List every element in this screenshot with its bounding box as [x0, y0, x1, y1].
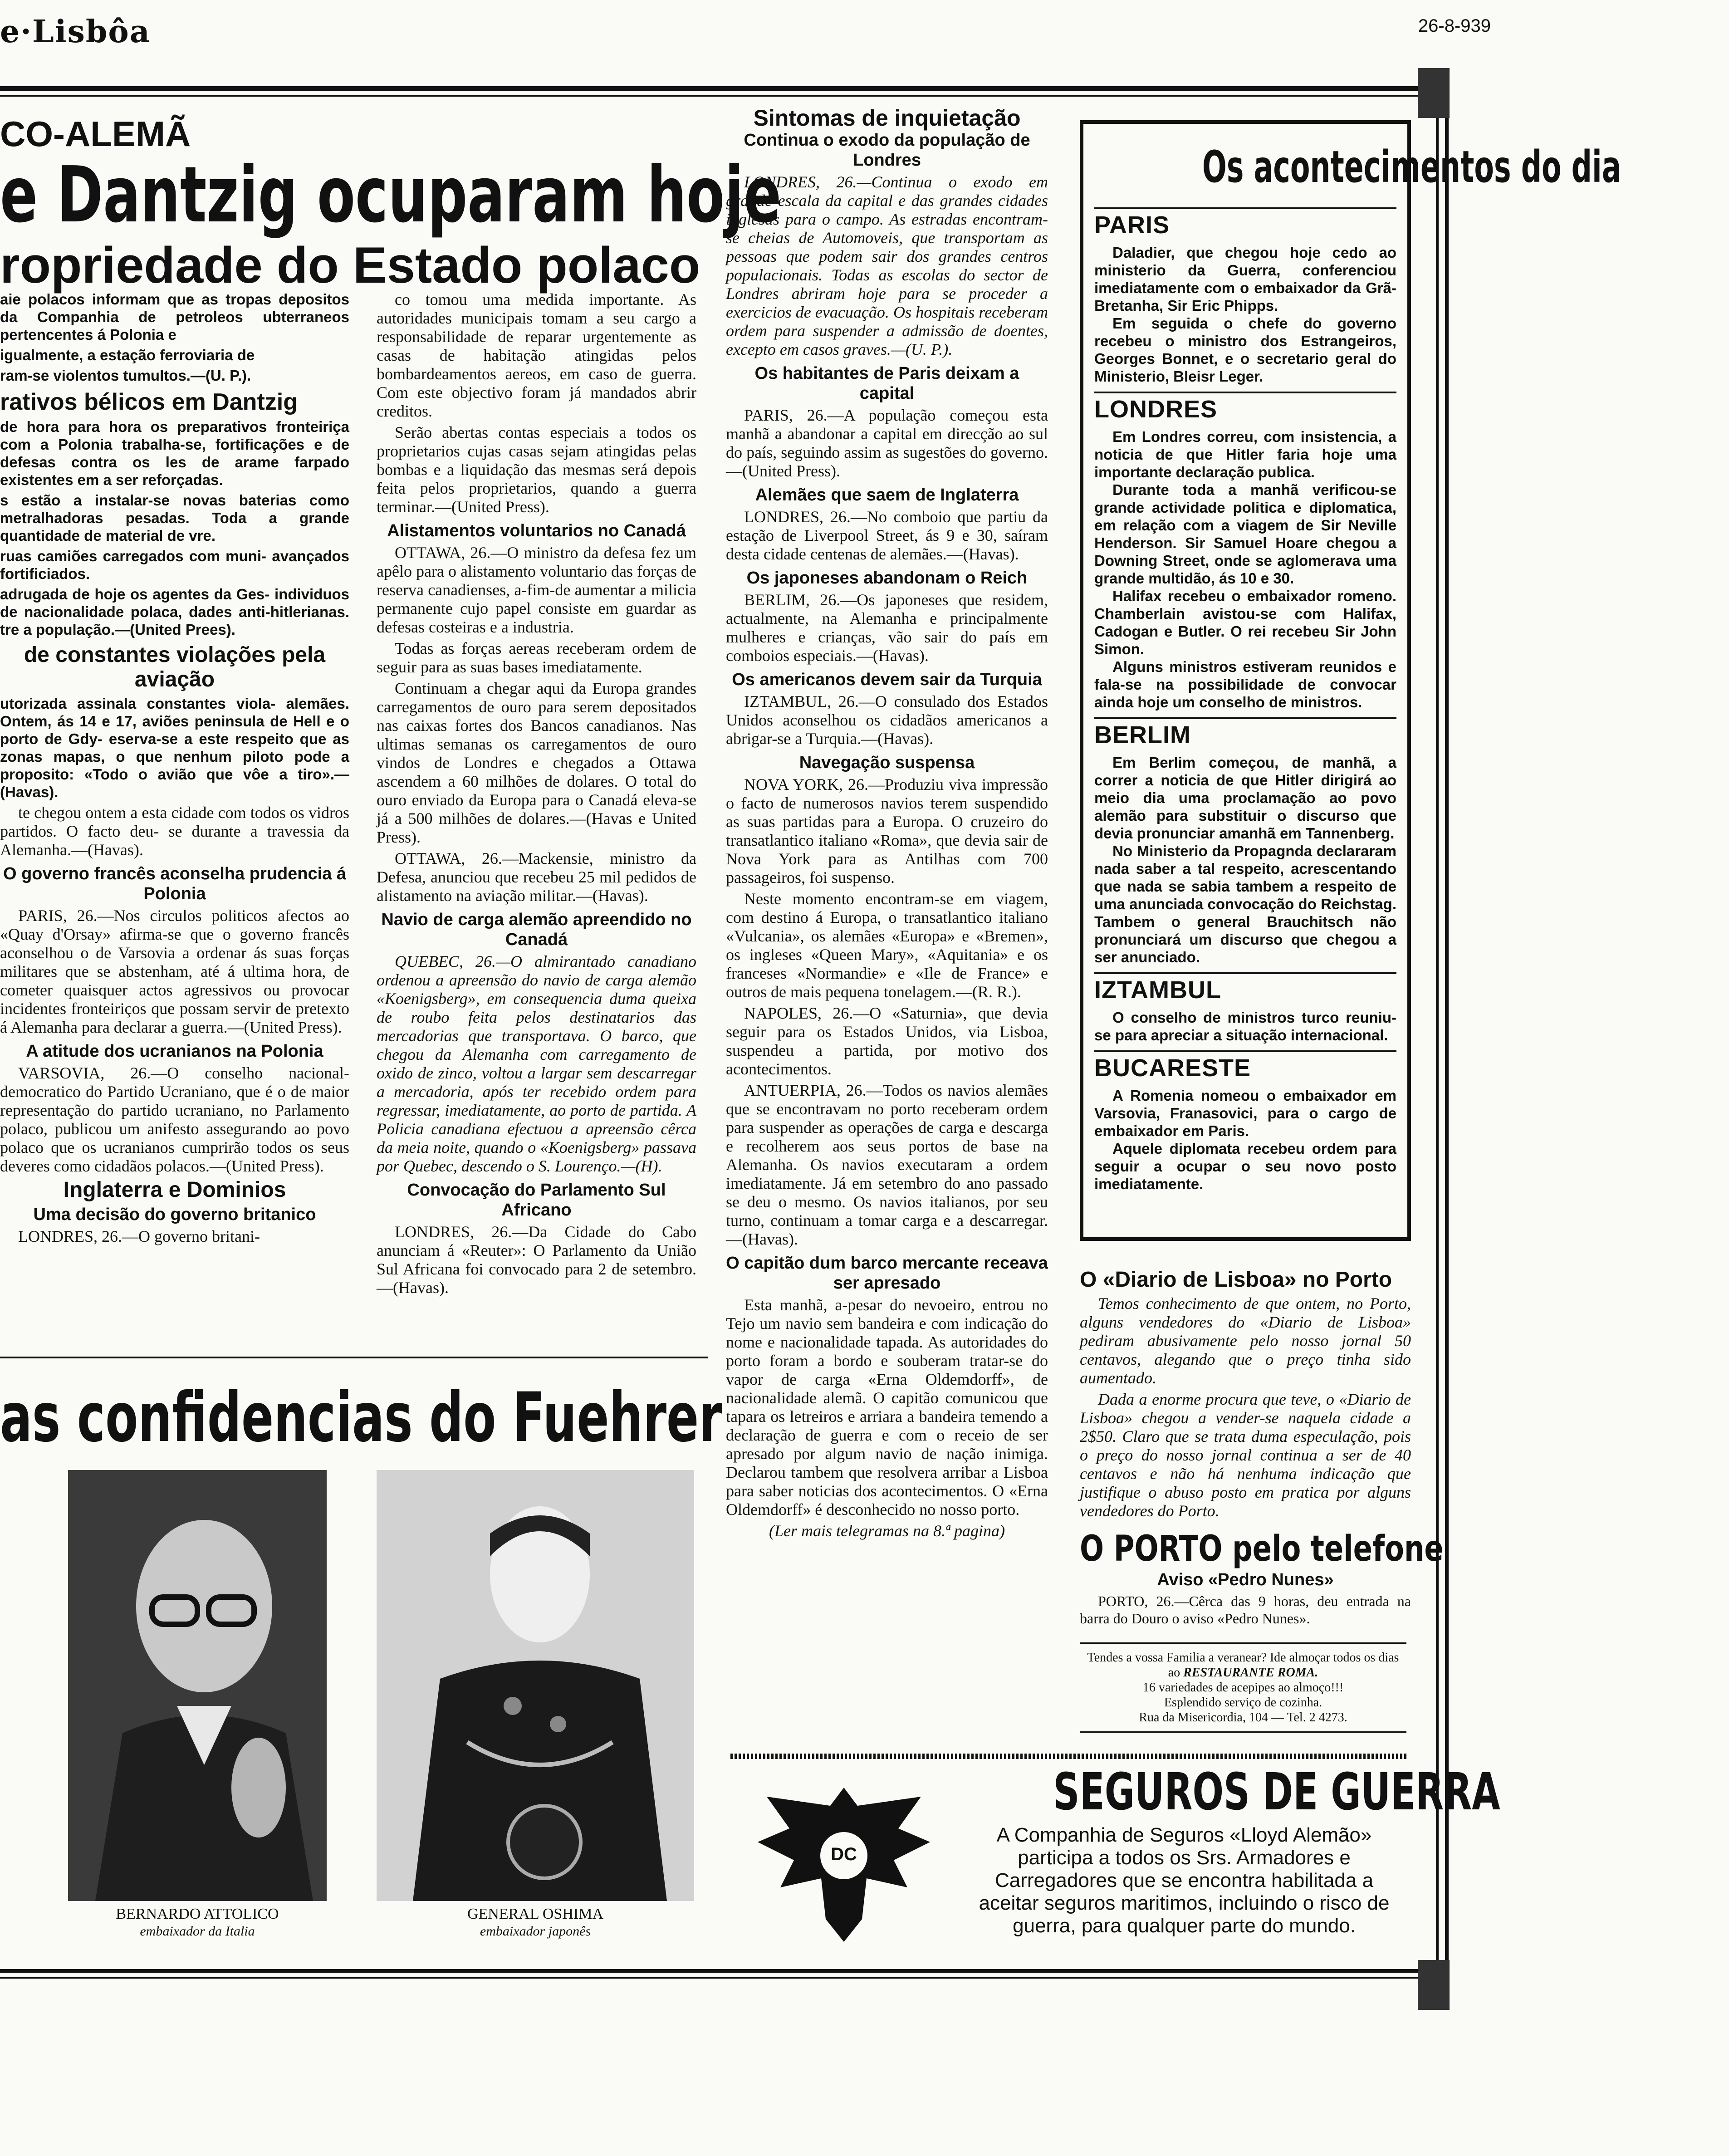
- city-londres: LONDRES: [1094, 392, 1396, 423]
- londres-p2: Durante toda a manhã verificou-se grande actividade politica e diplomatica, em relação com a viagem de Sir Neville Henderson. Sir Samuel Hoare chegou a Downing Street, onde se aglomerava uma grande multidão, ás 10 e 30.: [1094, 481, 1396, 587]
- oshima-portrait-image: [377, 1470, 694, 1901]
- paris-p1: Daladier, que chegou hoje cedo ao ministerio da Guerra, conferenciou imediatamente com o embaixador da Grã-Bretanha, Sir Eric Phipps.: [1094, 244, 1396, 314]
- telefone-p: PORTO, 26.—Cêrca das 9 horas, deu entrada na barra do Douro o aviso «Pedro Nunes».: [1080, 1593, 1411, 1627]
- londres-p4: Alguns ministros estiveram reunidos e fala-se na possibilidade de convocar ainda hoje um conselho de ministros.: [1094, 658, 1396, 710]
- attolico-photo: [68, 1470, 327, 1901]
- right-p7: Neste momento encontram-se em viagem, com destino á Europa, o transatlantico italiano «Vulcania», os alemães «Europa» e «Bremen», os ingleses «Queen Mary», «Aquitania» e os franceses «Normandie» e «Ile de France» e outros de mais pequena tonelagem.—(R. R.).: [726, 890, 1048, 1001]
- right-sub-6: O capitão dum barco mercante receava ser apresado: [726, 1254, 1048, 1293]
- right-sub-5: Navegação suspensa: [799, 753, 975, 772]
- roma-line-2: 16 variedades de acepipes ao almoço!!!: [1142, 1681, 1344, 1695]
- porto-p1: Temos conhecimento de que ontem, no Porto, alguns vendedores do «Diario de Lisboa» pediram abusivamente pelo nosso jornal 50 centavos, alegando que o preço tinha sido aumentado.: [1080, 1294, 1411, 1387]
- left-sub-1: rativos bélicos em Dantzig: [0, 389, 298, 415]
- fuehrer-hd-wrap: [0, 1378, 722, 1457]
- left-column: [0, 290, 349, 1249]
- right-p2: PARIS, 26.—A população começou esta manhã a abandonar a capital em direcção ao sul do país, seguindo assim as sugestões do governo.—(United Press).: [726, 406, 1048, 480]
- headline-1: e Dantzig ocuparam hoje: [0, 150, 782, 240]
- iztambul-p1: O conselho de ministros turco reuniu-se para apreciar a situação internacional.: [1094, 1009, 1396, 1044]
- mid-sub-1: Alistamentos voluntarios no Canadá: [387, 521, 686, 540]
- city-berlim: BERLIM: [1094, 717, 1396, 749]
- mid-p8: LONDRES, 26.—Da Cidade do Cabo anunciam á «Reuter»: O Parlamento da União Sul Africana foi convocado para 2 de setembro.—(Havas).: [377, 1223, 696, 1297]
- right-sub-2: Alemães que saem de Inglaterra: [755, 485, 1019, 505]
- left-p9: LONDRES, 26.—O governo britani-: [18, 1227, 260, 1245]
- roma-line-1: Tendes a vossa Familia a veranear? Ide almoçar todos os dias ao: [1087, 1651, 1399, 1680]
- mid-p6: OTTAWA, 26.—Mackensie, ministro da Defesa, anunciou que recebeu 25 mil pedidos de alistamento na aviação militar.—(Havas).: [377, 849, 696, 905]
- londres-text: [1094, 428, 1396, 711]
- attolico-portrait-image: [68, 1470, 327, 1901]
- right-border-line: [1436, 118, 1439, 1978]
- corner-block: [1418, 68, 1450, 118]
- left-sub-5b: Uma decisão do governo britanico: [33, 1205, 316, 1224]
- masthead: e·Lisbôa: [0, 14, 151, 50]
- porto-headline: O «Diario de Lisboa» no Porto: [1080, 1268, 1392, 1292]
- city-iztambul: IZTAMBUL: [1094, 972, 1396, 1004]
- londres-p3: Halifax recebeu o embaixador romeno. Chamberlain avistou-se com Halifax, Cadogan e Butler. O rei recebeu Sir John Simon.: [1094, 588, 1396, 657]
- telefone-hd-wrap: [1080, 1529, 1444, 1570]
- left-p3: ruas camiões carregados com muni- avançados fortificiados.: [0, 548, 349, 582]
- iztambul-text: [1094, 1009, 1396, 1044]
- oshima-caption: GENERAL OSHIMA: [467, 1906, 603, 1922]
- intro-3: ram-se violentos tumultos.—(U. P.).: [0, 367, 251, 384]
- berlim-text: [1094, 754, 1396, 966]
- bucareste-p2: Aquele diplomata recebeu ordem para seguir a ocupar o seu novo posto imediatamente.: [1094, 1140, 1396, 1192]
- right-sub-1: Os habitantes de Paris deixam a capital: [754, 364, 1019, 403]
- eagle-monogram: DC: [831, 1844, 857, 1864]
- left-sub-2: de constantes violações pela aviação: [24, 643, 326, 691]
- oshima-photo: [377, 1470, 694, 1901]
- bucareste-text: [1094, 1087, 1396, 1193]
- left-p1: de hora para hora os preparativos fronteiriça com a Polonia trabalha-se, fortificações e de defesas contra os les de arame farpado existentes em a ser reforçadas.: [0, 418, 349, 488]
- seguros-title: SEGUROS DE GUERRA: [1053, 1763, 1500, 1822]
- mid-p4: Todas as forças aereas receberam ordem de seguir para as suas bases imediatamente.: [377, 639, 696, 676]
- roma-line-3: Esplendido serviço de cozinha.: [1164, 1695, 1322, 1710]
- right-p4: BERLIM, 26.—Os japoneses que residem, actualmente, na Alemanha e principalmente mulheres e crianças, vão sair do país em comboios especiais.—(Havas).: [726, 591, 1048, 665]
- events-title-wrap: [1094, 137, 1621, 201]
- left-p4: adrugada de hoje os agentes da Ges- individuos de nacionalidade polaca, dades anti-hitlerianas. tre a população.—(United Prees).: [0, 586, 349, 638]
- paris-p2: Em seguida o chefe do governo recebeu o ministro dos Estrangeiros, Georges Bonnet, e o secretario geral do Ministerio, Bleisr Leger.: [1094, 315, 1396, 385]
- telefone-headline: O PORTO pelo telefone: [1080, 1529, 1444, 1569]
- roma-line-4: Rua da Misericordia, 104 — Tel. 2 4273.: [1139, 1710, 1347, 1725]
- kicker: CO-ALEMÃ: [0, 114, 191, 154]
- headline-1-wrap: [0, 150, 782, 240]
- berlim-p2: No Ministerio da Propagnda declararam nada saber a tal respeito, acrescentando que nada se sabia tambem a respeito de uma anunciada convocação do Reichstag. Tambem o general Brauchitsch não pronunciará um discurso que chegou a ser anunciado.: [1094, 843, 1396, 965]
- left-p8: VARSOVIA, 26.—O conselho nacional-democratico do Partido Ucraniano, que é o de maior representação do partido ucraniano, no Parlamento polaco, publicou um anifesto assegurando ao povo polaco que os ucranianos cumprirão todos os seus deveres como cidadãos polacos.—(United Press).: [0, 1064, 349, 1175]
- mid-p1: co tomou uma medida importante. As autoridades municipais tomam a seu cargo a responsabilidade de reparar urgentemente as casas de habitação atingidas pelos bombardeamentos aereos, em caso de guerra. Com este objectivo foram já mandados abrir creditos.: [377, 290, 696, 420]
- right-sub-4: Os americanos devem sair da Turquia: [732, 670, 1042, 689]
- right-p3: LONDRES, 26.—No comboio que partiu da estação de Liverpool Street, ás 9 e 30, saíram desta cidade centenas de alemães.—(Havas).: [726, 508, 1048, 563]
- seguros-body: A Companhia de Seguros «Lloyd Alemão» participa a todos os Srs. Armadores e Carregadores que se encontra habilitada a aceitar seguros maritimos, incluindo o risco de guerra, para qualquer parte do mundo.: [979, 1824, 1390, 1937]
- right-sub-3: Os japoneses abandonam o Reich: [746, 568, 1028, 588]
- roma-name: RESTAURANTE ROMA.: [1183, 1666, 1318, 1680]
- events-title: Os acontecimentos do dia: [1202, 142, 1621, 192]
- right-p10: Esta manhã, a-pesar do nevoeiro, entrou no Tejo um navio sem bandeira e com indicação do nome e nacionalidade tapada. As autoridades do porto foram a bordo e souberam tratar-se do vapor de carga «Erna Oldemdorff», de nacionalidade alemã. O capitão comunicou que tapara os letreiros e arriara a bandeira temendo a declaração de guerra e com o receio de ser apresado por algum navio de nação inimiga. Declarou tambem que resolvera arribar a Lisboa para saber noticias dos acontecimentos. O «Erna Oldemdorff» é desconhecido no nosso porto.: [726, 1296, 1048, 1519]
- right-more: (Ler mais telegramas na 8.ª pagina): [769, 1522, 1005, 1540]
- seguros-title-wrap: [966, 1763, 1500, 1822]
- mid-p2: Serão abertas contas especiais a todos os proprietarios cujas casas sejam atingidas pelas bombas e a liquidação das mesmas será depois feita pelos proprietarios, quando a guerra terminar.—(United Press).: [377, 423, 696, 516]
- left-sub-4: A atitude dos ucranianos na Polonia: [26, 1042, 323, 1061]
- city-bucareste: BUCARESTE: [1094, 1050, 1396, 1082]
- telefone-section: [1080, 1529, 1444, 1630]
- mid-sub-2: Navio de carga alemão apreendido no Canadá: [381, 910, 692, 949]
- fuehrer-headline: as confidencias do Fuehrer: [0, 1378, 722, 1457]
- londres-p1: Em Londres correu, com insistencia, a noticia de que Hitler faria hoje uma importante declaração publica.: [1094, 428, 1396, 480]
- intro-1: aie polacos informam que as tropas depositos da Companhia de petroleos ubterraneos pertencentes á Polonia e: [0, 291, 349, 343]
- attolico-caption-sub: embaixador da Italia: [140, 1924, 255, 1939]
- porto-notice: [1080, 1270, 1411, 1523]
- telefone-sub: Aviso «Pedro Nunes»: [1157, 1570, 1334, 1589]
- berlim-p1: Em Berlim começou, de manhã, a correr a noticia de que Hitler dirigirá ao meio dia uma proclamação ao povo alemão para substituir o discurso que devia pronunciar amanhã em Tannenberg.: [1094, 754, 1396, 842]
- oshima-caption-sub: embaixador japonês: [480, 1924, 591, 1939]
- top-rule-thin: [0, 95, 1418, 97]
- paris-text: [1094, 244, 1396, 385]
- right-headline: Sintomas de inquietação: [753, 105, 1021, 131]
- left-sub-3: O governo francês aconselha prudencia á Polonia: [3, 864, 347, 903]
- left-p6: te chegou ontem a esta cidade com todos os vidros partidos. O facto deu- se durante a travessia da Alemanha.—(Havas).: [0, 804, 349, 859]
- left-p2: s estão a instalar-se novas baterias como metralhadoras pesadas. Toda a grande quantidade de material de vre.: [0, 492, 349, 544]
- right-p9: ANTUERPIA, 26.—Todos os navios alemães que se encontravam no porto receberam ordem para suspender as operações de carga e descarga e recolherem aos seus portos de base na Alemanha. Os navios executaram a ordem imediatamente. Já em setembro do ano passado se deu o mesmo. Os navios italianos, por seu turno, continuam a tomar carga e a descarregar.—(Havas).: [726, 1081, 1048, 1248]
- events-box: [1080, 120, 1621, 1241]
- right-p5: IZTAMBUL, 26.—O consulado dos Estados Unidos aconselhou os cidadãos americanos a abrigar-se a Turquia.—(Havas).: [726, 692, 1048, 748]
- mid-p5: Continuam a chegar aqui da Europa grandes carregamentos de ouro para serem depositados nas caixas fortes dos Bancos canadianos. Nas ultimas semanas os carregamentos de ouro vindos de Londres e chegados a Ottawa ascendem a 60 milhões de dolares. O total do ouro enviado da Europa para o Canadá eleva-se já a 500 milhões de dolares.—(Havas e United Press).: [377, 679, 696, 846]
- right-news-column: [726, 105, 1048, 1543]
- attolico-caption: BERNARDO ATTOLICO: [116, 1906, 279, 1922]
- left-p7: PARIS, 26.—Nos circulos politicos afectos ao «Quay d'Orsay» afirma-se que o governo francês aconselhou o de Varsovia a ordenar ás suas forças militares que se abstenham, até á ultima hora, de cometer quaisquer actos agressivos ou provocar incidentes fronteiriços que possam servir de pretexto á Alemanha para declarar a guerra.—(United Press).: [0, 906, 349, 1036]
- left-p5: utorizada assinala constantes viola- alemães. Ontem, ás 14 e 17, aviões peninsula de Hell e o porto de Gdy- eserva-se a este respeito que as zonas mapas, o que nenhum piloto pode a proposito: «Todo o avião que vôe a tiro».—(Havas).: [0, 695, 349, 800]
- right-sub-0: Continua o exodo da população de Londres: [744, 131, 1030, 170]
- seguros-dotted-rule: [730, 1754, 1406, 1759]
- city-paris: PARIS: [1094, 207, 1396, 239]
- mid-sub-3: Convocação do Parlamento Sul Africano: [407, 1181, 666, 1220]
- corner-block-bottom: [1418, 1960, 1450, 2010]
- eagle-logo: [749, 1769, 939, 1951]
- middle-column: [377, 290, 696, 1300]
- left-sub-5: Inglaterra e Dominios: [63, 1178, 286, 1202]
- left-col-bottom-rule: [0, 1357, 708, 1358]
- porto-p2: Dada a enorme procura que teve, o «Diario de Lisboa» chegou a vender-se naquela cidade a 2$50. Claro que se trata duma especulação, pois o preço do nosso jornal continua a ser de 40 centavos e não há nenhuma indicação que justifique o abuso posto em pratica por alguns vendedores do Porto.: [1080, 1390, 1411, 1520]
- page-date: 26-8-939: [1418, 16, 1491, 36]
- headline-2: ropriedade do Estado polaco: [0, 237, 700, 294]
- mid-p7: QUEBEC, 26.—O almirantado canadiano ordenou a apreensão do navio de carga alemão «Koenigsberg», em consequencia duma queixa de roubo feita pelos destinatarios das mercadorias que transportava. O barco, que chegou da Alemanha com carregamento de oxido de zinco, voltou a largar sem descarregar a mercadoria, após ter recebido ordem para regressar, imediatamente, ao porto de partida. A Policia canadiana efectuou a apreensão cêrca da meia noite, quando o «Koenigsberg» passava por Quebec, descendo o S. Lourenço.—(H).: [377, 952, 696, 1175]
- right-p8: NAPOLES, 26.—O «Saturnia», que devia seguir para os Estados Unidos, via Lisboa, suspendeu a partida, por motivo dos acontecimentos.: [726, 1004, 1048, 1078]
- right-border-line-2: [1445, 118, 1449, 1978]
- top-rule: [0, 86, 1418, 91]
- intro-2: igualmente, a estação ferroviaria de: [0, 347, 255, 363]
- roma-ad: [1080, 1642, 1406, 1733]
- mid-p3: OTTAWA, 26.—O ministro da defesa fez um apêlo para o alistamento voluntario das forças de reserva canadienses, a-fim-de aumentar a milicia permanente cujo papel consiste em guardar as defesas costeiras e a industria.: [377, 544, 696, 636]
- bottom-rule-thin: [0, 1977, 1418, 1979]
- right-p6: NOVA YORK, 26.—Produziu viva impressão o facto de numerosos navios terem suspendido as suas partidas para a Europa. O cruzeiro do transatlantico italiano «Roma», que devia sair de Nova York para as Antilhas com 700 passageiros, foi suspenso.: [726, 775, 1048, 887]
- bottom-rule: [0, 1969, 1418, 1973]
- bucareste-p1: A Romenia nomeou o embaixador em Varsovia, Franasovici, para o cargo de embaixador em Paris.: [1094, 1087, 1396, 1139]
- right-p1: LONDRES, 26.—Continua o exodo em grande escala da capital e das grandes cidades inglesas para o campo. As estradas encontram-se cheias de Automoveis, que transportam as pessoas que podem sair dos grandes centros populacionais. Todas as escolas do sector de Londres abriram hoje para se proceder a exercicios de evacuação. Os hospitais receberam ordem para suspender a admissão de doentes, excepto em casos graves.—(U. P.).: [726, 173, 1048, 358]
